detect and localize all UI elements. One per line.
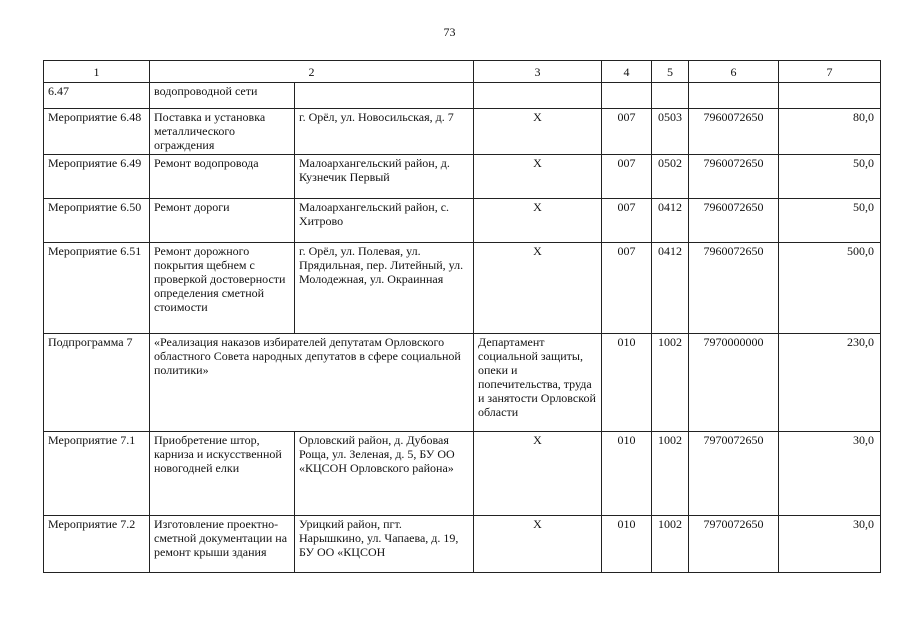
row-amount: 500,0 — [779, 243, 881, 334]
row-code-5: 0503 — [652, 109, 689, 155]
row-address: Урицкий район, пгт. Нарышкино, ул. Чапаева, д. 19, БУ ОО «КЦСОН — [295, 516, 474, 573]
row-address: Малоархангельский район, д. Кузнечик Первый — [295, 155, 474, 199]
row-code-4: 010 — [602, 432, 652, 516]
row-executor: Х — [474, 155, 602, 199]
row-address — [295, 83, 474, 109]
row-code-6: 7960072650 — [689, 155, 779, 199]
row-code-5: 0412 — [652, 199, 689, 243]
row-address: г. Орёл, ул. Новосильская, д. 7 — [295, 109, 474, 155]
table-row — [44, 243, 881, 334]
row-name: Изготовление проектно-сметной документации на ремонт крыши здания — [150, 516, 295, 573]
header-col-4: 4 — [602, 61, 652, 83]
table-row — [44, 432, 881, 516]
row-title: Мероприятие 6.48 — [44, 109, 150, 155]
table-row — [44, 83, 881, 109]
row-code-4: 007 — [602, 109, 652, 155]
row-amount: 80,0 — [779, 109, 881, 155]
row-code-4: 010 — [602, 334, 652, 432]
table-row — [44, 199, 881, 243]
row-name: Поставка и установка металлического ограждения — [150, 109, 295, 155]
row-code-4: 007 — [602, 199, 652, 243]
header-col-5: 5 — [652, 61, 689, 83]
row-code-6: 7960072650 — [689, 199, 779, 243]
row-executor: Х — [474, 516, 602, 573]
row-code-4: 007 — [602, 155, 652, 199]
row-executor: Х — [474, 243, 602, 334]
row-executor: Департамент социальной защиты, опеки и попечительства, труда и занятости Орловской области — [474, 334, 602, 432]
row-amount: 30,0 — [779, 432, 881, 516]
row-title: 6.47 — [44, 83, 150, 109]
row-amount: 230,0 — [779, 334, 881, 432]
header-col-1: 1 — [44, 61, 150, 83]
row-amount — [779, 83, 881, 109]
row-code-5: 0502 — [652, 155, 689, 199]
page-number: 73 — [443, 25, 456, 39]
header-col-7: 7 — [779, 61, 881, 83]
row-code-4: 010 — [602, 516, 652, 573]
row-address: Орловский район, д. Дубовая Роща, ул. Зеленая, д. 5, БУ ОО «КЦСОН Орловского района» — [295, 432, 474, 516]
row-executor — [474, 83, 602, 109]
row-code-4 — [602, 83, 652, 109]
row-executor: Х — [474, 199, 602, 243]
row-name: Приобретение штор, карниза и искусственной новогодней елки — [150, 432, 295, 516]
row-name: Ремонт дороги — [150, 199, 295, 243]
row-code-6: 7960072650 — [689, 243, 779, 334]
row-address: Малоархангельский район, с. Хитрово — [295, 199, 474, 243]
table-row — [44, 334, 881, 432]
row-name: Ремонт дорожного покрытия щебнем с проверкой достоверности определения сметной стоимости — [150, 243, 295, 334]
row-name: водопроводной сети — [150, 83, 295, 109]
row-executor: Х — [474, 109, 602, 155]
row-code-6: 7970072650 — [689, 432, 779, 516]
row-code-6 — [689, 83, 779, 109]
row-title: Подпрограмма 7 — [44, 334, 150, 432]
row-amount: 50,0 — [779, 155, 881, 199]
row-title: Мероприятие 7.2 — [44, 516, 150, 573]
row-code-5: 0412 — [652, 243, 689, 334]
header-col-6: 6 — [689, 61, 779, 83]
table-row — [44, 516, 881, 573]
row-code-5: 1002 — [652, 516, 689, 573]
row-code-6: 7960072650 — [689, 109, 779, 155]
row-code-4: 007 — [602, 243, 652, 334]
row-name: «Реализация наказов избирателей депутатам Орловского областного Совета народных депутатов в сфере социальной политики» — [150, 334, 474, 432]
row-amount: 30,0 — [779, 516, 881, 573]
header-col-3: 3 — [474, 61, 602, 83]
row-code-5: 1002 — [652, 432, 689, 516]
row-address: г. Орёл, ул. Полевая, ул. Прядильная, пер. Литейный, ул. Молодежная, ул. Окраинная — [295, 243, 474, 334]
table-row — [44, 109, 881, 155]
row-title: Мероприятие 7.1 — [44, 432, 150, 516]
row-name: Ремонт водопровода — [150, 155, 295, 199]
row-code-6: 7970072650 — [689, 516, 779, 573]
row-executor: Х — [474, 432, 602, 516]
table-row — [44, 155, 881, 199]
header-row — [44, 61, 881, 83]
header-col-2: 2 — [150, 61, 474, 83]
row-code-5 — [652, 83, 689, 109]
row-amount: 50,0 — [779, 199, 881, 243]
row-title: Мероприятие 6.50 — [44, 199, 150, 243]
row-code-6: 7970000000 — [689, 334, 779, 432]
budget-table — [43, 60, 881, 573]
row-title: Мероприятие 6.51 — [44, 243, 150, 334]
row-code-5: 1002 — [652, 334, 689, 432]
row-title: Мероприятие 6.49 — [44, 155, 150, 199]
